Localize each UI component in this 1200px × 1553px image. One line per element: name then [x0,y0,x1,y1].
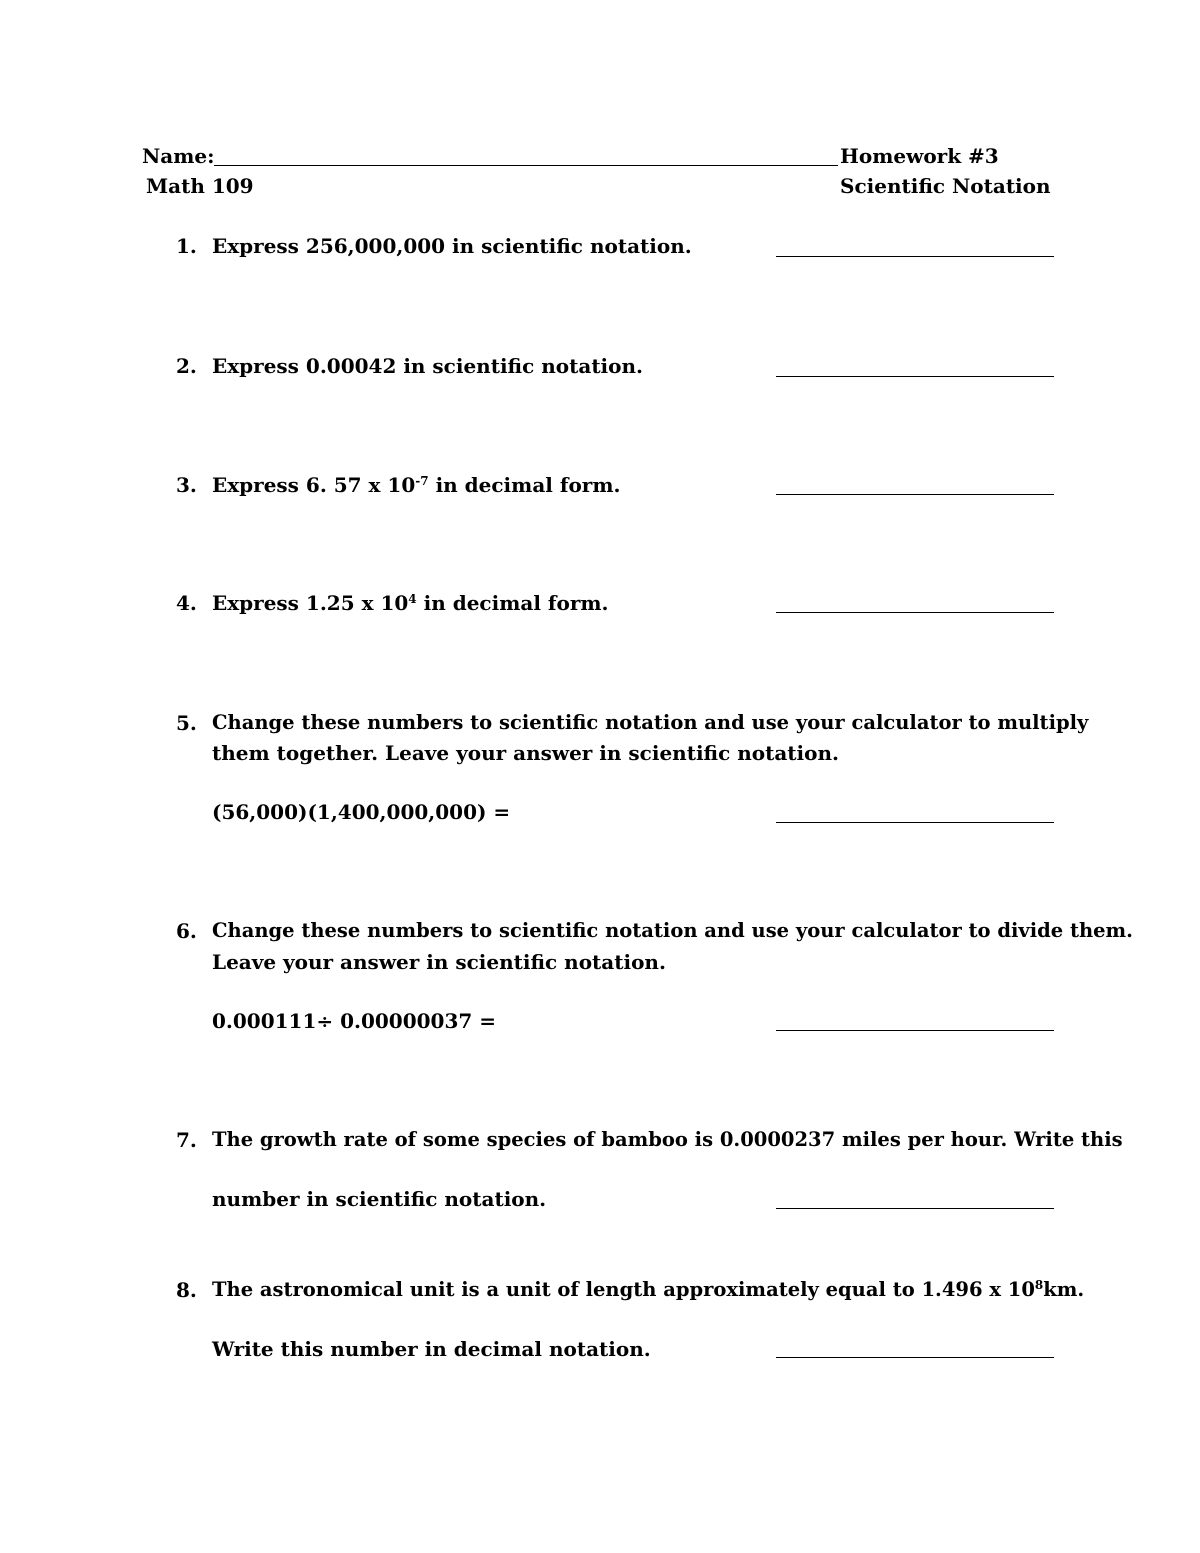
question-8-text-post: km. [1043,1278,1085,1301]
question-8-exponent: 8 [1034,1278,1044,1292]
question-5-number: 5. [176,711,197,735]
homework-title: Homework #3 [840,144,999,168]
question-6-answer-field[interactable] [776,1030,1054,1031]
question-4-text-pre: Express 1.25 x 10 [212,591,409,615]
question-4-answer-field[interactable] [776,612,1054,613]
question-5-line-1: Change these numbers to scientific notation and use your calculator to multiply [212,711,1089,734]
question-6-line-1: Change these numbers to scientific notation and use your calculator to divide them. [212,919,1133,942]
question-4-text-post: in decimal form. [416,591,609,615]
question-3-exponent: -7 [415,474,429,488]
question-3-number: 3. [176,473,197,497]
question-3-text-post: in decimal form. [428,473,621,497]
question-8-text-pre: The astronomical unit is a unit of length approximately equal to 1.496 x 10 [212,1278,1035,1301]
question-7-line-1: The growth rate of some species of bamboo is 0.0000237 miles per hour. Write this [212,1128,1123,1151]
question-6-line-2: Leave your answer in scientific notation. [212,950,666,974]
question-7-number: 7. [176,1128,197,1152]
question-2-text: Express 0.00042 in scientific notation. [212,354,643,378]
question-2-answer-field[interactable] [776,376,1054,377]
question-2-number: 2. [176,354,197,378]
question-5-line-2: them together. Leave your answer in scientific notation. [212,741,839,765]
question-6-expression: 0.000111÷ 0.00000037 = [212,1009,497,1033]
question-8-line-1 [212,1280,1084,1300]
question-3-answer-field[interactable] [776,494,1054,495]
question-4-number: 4. [176,591,197,615]
question-5-answer-field[interactable] [776,822,1054,823]
question-8-line-2: Write this number in decimal notation. [212,1337,651,1361]
question-4-text [212,593,609,613]
question-1-text: Express 256,000,000 in scientific notation. [212,234,692,258]
question-3-text-pre: Express 6. 57 x 10 [212,473,416,497]
name-label: Name: [142,144,215,168]
question-1-answer-field[interactable] [776,256,1054,257]
question-8-number: 8. [176,1278,197,1302]
question-7-answer-field[interactable] [776,1208,1054,1209]
question-4-exponent: 4 [408,592,417,606]
question-8-answer-field[interactable] [776,1357,1054,1358]
question-3-text [212,475,620,495]
question-7-line-2: number in scientific notation. [212,1187,547,1211]
question-1-number: 1. [176,234,197,258]
question-6-number: 6. [176,919,197,943]
topic-label: Scientific Notation [840,174,1051,198]
question-5-expression: (56,000)(1,400,000,000) = [212,800,511,824]
course-label: Math 109 [146,174,254,198]
name-field[interactable] [214,165,838,166]
